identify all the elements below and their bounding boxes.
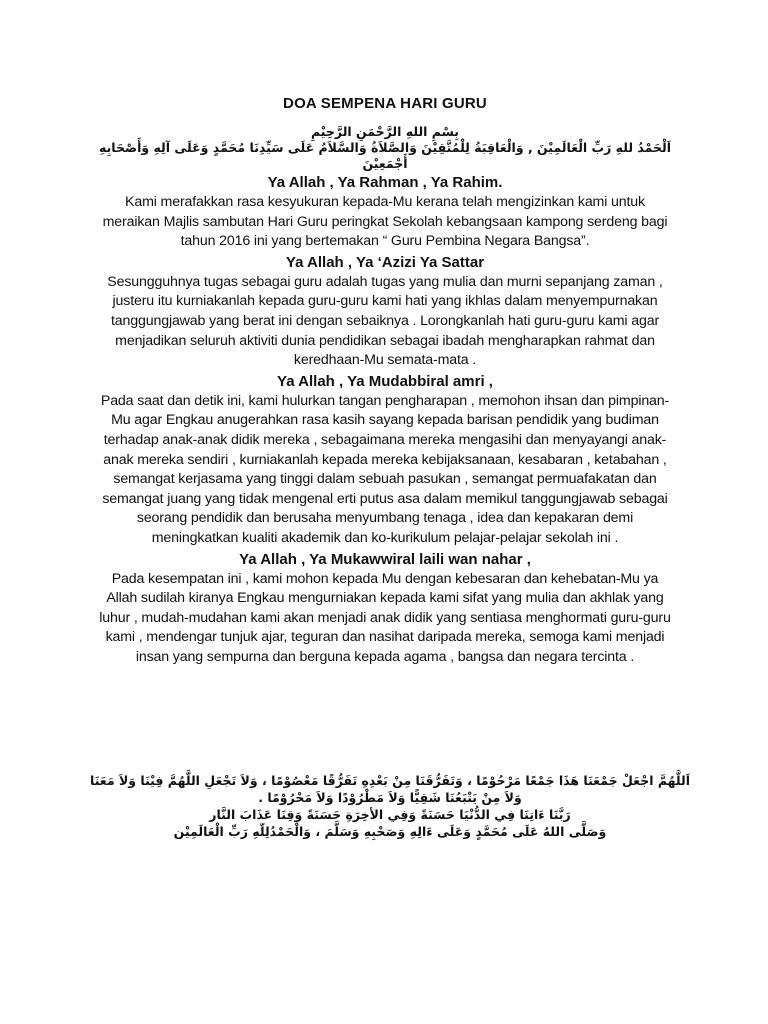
section-heading: Ya Allah , Ya Mukawwiral laili wan nahar , — [239, 550, 531, 568]
prayer-section — [95, 172, 675, 252]
section-paragraph: Pada saat dan detik ini, kami hulurkan tangan pengharapan , memohon ihsan dan pimpinan-Mu agar Engkau anugerahkan rasa kasih sayang kepada barisan pendidik yang budiman terhadap anak-anak didik mereka , sebagaimana mereka mengasihi dan menyayangi anak- anak mereka sendiri , kurniakanlah kepada mereka kebijaksanaan, kesabaran , ketabahan , semangat kerjasama yang tinggi dalam sebuah pasukan , semangat permuafakatan dan semangat juang yang tidak mengenal erti putus asa dalam memikul tanggungjawab sebagai seorang pendidik dan berusaha menyumbang tenaga , idea dan kepakaran demi meningkatkan kualiti akademik dan ko-kurikulum pelajar-pelajar sekolah ini . — [100, 392, 670, 546]
section-paragraph: Sesungguhnya tugas sebagai guru adalah tugas yang mulia dan murni sepanjang zaman , justeru itu kurniakanlah kepada guru-guru kami hati yang ikhlas dalam menyempurnakan tanggungjawab yang berat ini dengan sebaiknya . Lorongkanlah hati guru-guru kami agar menjadikan seluruh aktiviti dunia pendidikan sebagai ibadah mengharapkan rahmat dan keredhaan-Mu semata-mata . — [107, 273, 663, 369]
section-heading: Ya Allah , Ya Rahman , Ya Rahim. — [267, 174, 503, 191]
section-heading: Ya Allah , Ya ‘Azizi Ya Sattar — [285, 253, 485, 271]
page-title: DOA SEMPENA HARI GURU — [283, 95, 487, 112]
prayer-section — [95, 252, 675, 371]
document-body — [95, 94, 675, 667]
prayer-section — [95, 371, 675, 549]
basmala-line: بِسْمِ اللهِ الرَّحْمَنِ الرَّحِيْمِ — [311, 124, 459, 139]
closing-arabic-line: اَللَّهُمَّ اجْعَلْ جَمْعَنَا هَذَا جَمْعًا مَرْحُوْمًا ، وَتَفَرُّقَنَا مِنْ بَعْدِهِ تَفَرُّقًا مَعْصُوْمًا ، وَلاَ تَجْعَلِ اللَّهُمَّ فِيْنَا وَلاَ مَعَنَا وَلاَ مِنْ يَتْبَعُنَا شَقِيًّا وَلاَ مَطْرُوْدًا وَلاَ مَحْرُوْمًا . — [90, 773, 690, 805]
prayer-section — [95, 549, 675, 668]
section-heading: Ya Allah , Ya Mudabbiral amri , — [277, 372, 493, 390]
closing-arabic-line: وَصَلَّى اللهُ عَلَى مُحَمَّدٍ وَعَلَى ءَالِهِ وَصَحْبِهِ وَسَلَّمَ ، وَالْحَمْدُلِلّهِ رَبِّ الْعَالَمِيْن — [173, 824, 607, 839]
opening-arabic-prayer: اَلْحَمْدُ للهِ رَبِّ الْعَالَمِيْنَ , وَالْعَاقِبَةُ لِلْمُتَّقِيْنَ وَالصَّلاَةُ وَالسَّلاَمُ عَلَى سَيِّدِنَا مُحَمَّدٍ وَعَلَى آلِهِ وَأَصْحَابِهِ أَجْمَعِيْنَ — [99, 140, 671, 171]
closing-arabic-line: رَبَّنَا ءَاتِنَا فِي الدُّنْيَا حَسَنَةً وَفِي الأخِرَةِ حَسَنَةً وَقِنَا عَذَابَ النَّار — [209, 807, 571, 822]
section-paragraph: Pada kesempatan ini , kami mohon kepada Mu dengan kebesaran dan kehebatan-Mu ya Allah sudilah kiranya Engkau mengurniakan kepada kami sifat yang mulia dan akhlak yang luhur , mudah-mudahan kami akan menjadi anak didik yang sentiasa menghormati guru-guru kami , mendengar tunjuk ajar, teguran dan nasihat daripada mereka, semoga kami menjadi insan yang sempurna dan berguna kepada agama , bangsa dan negara tercinta . — [99, 570, 671, 665]
section-paragraph: Kami merafakkan rasa kesyukuran kepada-Mu kerana telah mengizinkan kami untuk meraikan Majlis sambutan Hari Guru peringkat Sekolah kebangsaan kampong serdeng bagi tahun 2016 ini yang bertemakan “ Guru Pembina Negara Bangsa”. — [102, 194, 668, 250]
closing-arabic-prayer — [90, 772, 690, 840]
